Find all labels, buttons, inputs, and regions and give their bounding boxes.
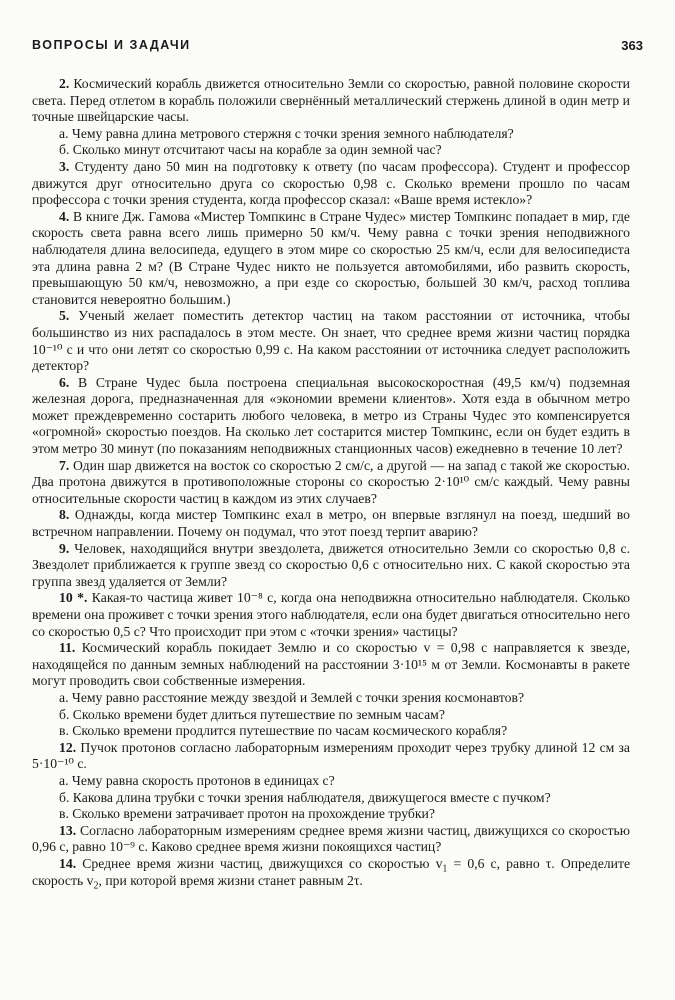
problem-number: 14.	[59, 855, 77, 871]
problem-number: 5.	[59, 308, 70, 324]
problems-text	[32, 76, 631, 892]
problem-number: 11.	[59, 640, 76, 656]
paragraph-text: б. Сколько минут отсчитают часы на корабле за один земной час?	[59, 142, 442, 158]
paragraph-text: В Стране Чудес была построена специальная высокоскоростная (49,5 км/ч) подземная железная дорога, предназначенная для «экономии времени клиентов». Хотя езда в обычном метро может преждевременно состарить любого человека, в метро из Страны Чудес это компенсируется «огромной» скоростью поездов. На сколько лет состарится мистер Томпкинс, если он будет ездить в этом метро 30 минут (по показаниям неподвижных станционных часов) ежедневно в течение 10 лет?	[32, 374, 631, 457]
problem-number: 8.	[59, 507, 70, 523]
problem-11	[32, 640, 630, 690]
problem-12-item-c	[32, 806, 630, 823]
problem-2-item-a	[32, 126, 630, 143]
problem-10	[32, 590, 630, 640]
problem-4	[32, 209, 630, 309]
paragraph-text: Однажды, когда мистер Томпкинс ехал в метро, он впервые взглянул на поезд, шедший во встречном направлении. Почему он подумал, что этот поезд терпит аварию?	[32, 507, 631, 540]
problem-number: 12.	[59, 739, 77, 755]
paragraph-text: а. Чему равна длина метрового стержня с точки зрения земного наблюдателя?	[59, 125, 514, 141]
paragraph-text: а. Чему равно расстояние между звездой и Землей с точки зрения космонавтов?	[59, 689, 525, 705]
paragraph-text: Космический корабль движется относительно Земли со скоростью, равной половине скорости света. Перед отлетом в корабль положили свернённый металлический стержень длиной в один метр и точные швейцарские часы.	[32, 76, 630, 125]
problem-3	[32, 159, 630, 209]
subscript: 1	[442, 863, 448, 875]
problem-11-item-a	[32, 690, 630, 707]
problem-number: 3.	[59, 158, 70, 174]
paragraph-text: Космический корабль покидает Землю и со скоростью v = 0,98 c направляется к звезде, находящейся по данным земных наблюдений на расстоянии 3·10¹⁵ м от Земли. Космонавты в ракете могут проводить свои собственные измерения.	[32, 640, 631, 689]
paragraph-text-part: = 0,6 c, равно τ. Определите скорость v	[32, 855, 631, 888]
problem-6	[32, 375, 630, 458]
problem-number: 13.	[59, 822, 77, 838]
problem-5	[32, 308, 630, 374]
paragraph-text: В книге Дж. Гамова «Мистер Томпкинс в Стране Чудес» мистер Томпкинс попадает в мир, где скорость света равна всего лишь примерно 50 км/ч. Чему равна с точки зрения неподвижного наблюдателя длина велосипеда, едущего в этом мире со скоростью 25 км/ч, если для велосипедиста эта длина равна 2 м? (В Стране Чудес никто не пользуется автомобилями, ибо развить скорость, превышающую 50 км/ч, невозможно, а при езде со скоростью, большей 30 км/ч, расход топлива становится невероятно большим.)	[32, 208, 631, 307]
section-title: ВОПРОСЫ И ЗАДАЧИ	[32, 38, 191, 52]
paragraph-text: Один шар движется на восток со скоростью 2 см/с, а другой — на запад с такой же скоростью. Два протона движутся в противоположные стороны со скоростью 2·10¹⁰ см/с каждый. Чему равны относительные скорости частиц в каждом из этих случаев?	[32, 457, 631, 506]
problem-2-item-b	[32, 142, 630, 159]
subscript: 2	[93, 880, 99, 892]
problem-number: 7.	[59, 457, 70, 473]
running-head	[32, 38, 643, 58]
paragraph-text: Какая-то частица живет 10⁻⁸ с, когда она неподвижна относительно наблюдателя. Сколько времени она проживет с точки зрения этого наблюдателя, если она будет двигаться относительно него со скоростью 0,5 c? Что происходит при этом с «точки зрения» частицы?	[32, 590, 631, 639]
problem-number: 4.	[59, 208, 70, 224]
problem-9	[32, 541, 630, 591]
paragraph-text: в. Сколько времени продлится путешествие по часам космического корабля?	[59, 723, 508, 739]
paragraph-text-part: , при которой время жизни станет равным 2τ.	[98, 872, 363, 888]
paragraph-text: в. Сколько времени затрачивает протон на прохождение трубки?	[59, 806, 435, 822]
problem-number: 2.	[59, 76, 70, 91]
problem-11-item-b	[32, 707, 630, 724]
problem-12	[32, 740, 630, 773]
paragraph-text: а. Чему равна скорость протонов в единицах c?	[59, 772, 335, 788]
paragraph-text: Пучок протонов согласно лабораторным измерениям проходит через трубку длиной 12 см за 5·10⁻¹⁰ с.	[32, 739, 631, 772]
problem-14	[32, 855, 631, 892]
problem-number: 9.	[59, 540, 70, 556]
page-number: 363	[621, 38, 643, 53]
problem-12-item-a	[32, 773, 630, 790]
paragraph-text: Человек, находящийся внутри звездолета, движется относительно Земли со скоростью 0,8 c. Звездолет приближается к группе звезд со скоростью 0,6 c относительно них. С какой скоростью эта группа звезд удаляется от Земли?	[32, 540, 630, 589]
problem-number: 10 *.	[59, 590, 88, 606]
paragraph-text: Студенту дано 50 мин на подготовку к ответу (по часам профессора). Студент и профессор движутся друг относительно друга со скоростью 0,98 c. Сколько времени прошло по часам профессора с точки зрения студента, когда профессор сказал: «Ваше время истекло»?	[32, 158, 631, 208]
paragraph-text: б. Какова длина трубки с точки зрения наблюдателя, движущегося вместе с пучком?	[59, 789, 551, 805]
problem-13	[32, 823, 630, 856]
paragraph-text: Согласно лабораторным измерениям среднее время жизни частиц, движущихся со скоростью 0,96 c, равно 10⁻⁹ с. Каково среднее время жизни покоящихся частиц?	[32, 822, 630, 855]
problem-7	[32, 458, 630, 508]
problem-2	[32, 76, 630, 126]
paragraph-text: б. Сколько времени будет длиться путешествие по земным часам?	[59, 706, 445, 722]
paragraph-text-part: Среднее время жизни частиц, движущихся со скоростью v	[82, 855, 443, 871]
problem-8	[32, 507, 630, 540]
problem-11-item-c	[32, 723, 630, 740]
problem-12-item-b	[32, 790, 630, 807]
paragraph-text: Ученый желает поместить детектор частиц на таком расстоянии от источника, чтобы большинство из них распадалось в этом месте. Он знает, что среднее время жизни частиц порядка 10⁻¹⁰ с и что они летят со скоростью 0,99 c. На каком расстоянии от источника следует расположить детектор?	[32, 308, 631, 374]
problem-number: 6.	[59, 374, 70, 390]
